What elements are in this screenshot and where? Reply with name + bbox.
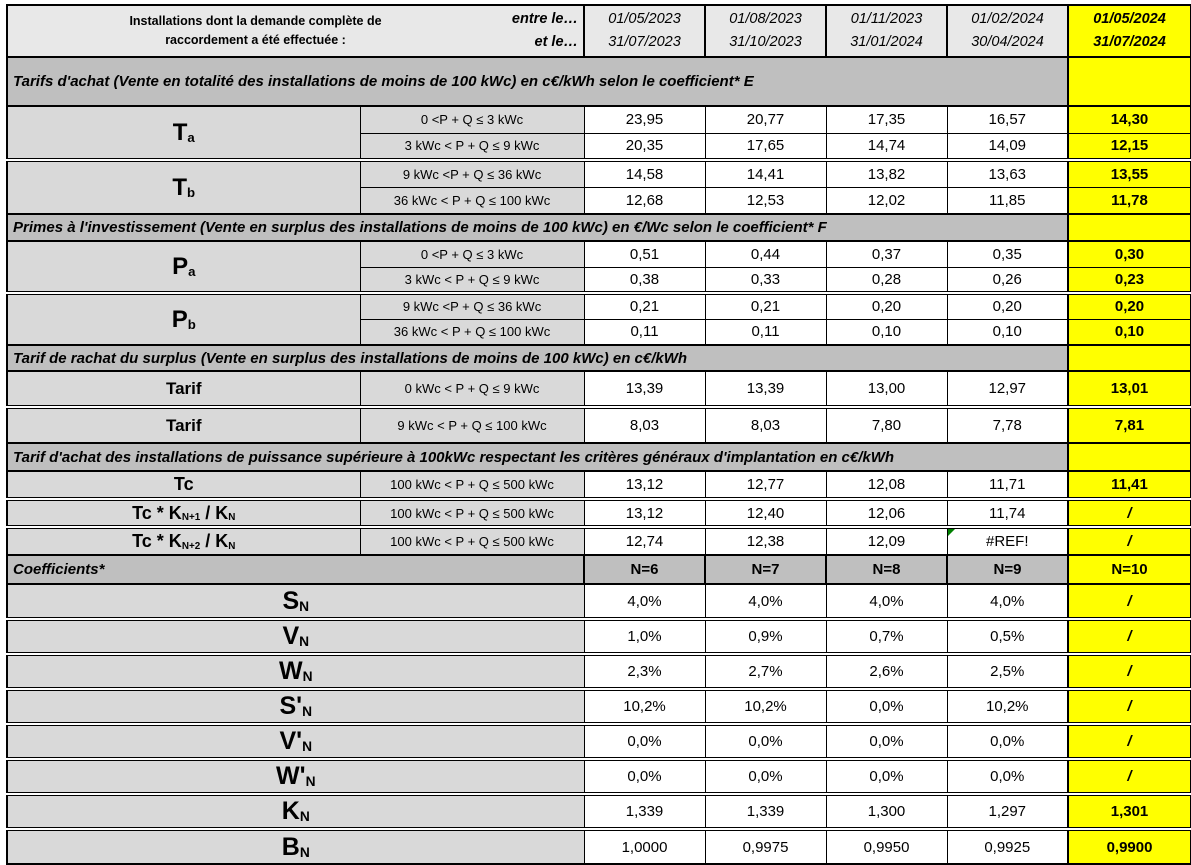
value-cell[interactable]: 0,9925	[947, 829, 1068, 864]
value-cell[interactable]: 0,0%	[947, 759, 1068, 794]
value-cell[interactable]: 2,7%	[705, 654, 826, 689]
table-row	[7, 471, 1191, 499]
row-label-cell-tc-kn1[interactable]	[7, 499, 360, 527]
period-cell[interactable]	[705, 5, 826, 57]
row-label: T	[172, 118, 188, 146]
value-cell-highlight[interactable]: 0,23	[1068, 267, 1191, 293]
value-cell-highlight[interactable]: 13,55	[1068, 160, 1191, 187]
section-title-cell[interactable]: Tarif de rachat du surplus (Vente en surplus des installations de moins de 100 kWc) en c€/kWh	[7, 345, 1068, 371]
value-cell[interactable]: 10,2%	[584, 689, 705, 724]
period-to: 31/07/2023	[608, 34, 681, 50]
value-cell-highlight[interactable]: 0,10	[1068, 319, 1191, 345]
value-cell[interactable]: 0,20	[826, 293, 947, 319]
value-cell[interactable]: 0,10	[826, 319, 947, 345]
value-cell[interactable]: 13,82	[826, 160, 947, 187]
n-header-cell[interactable]: N=9	[947, 555, 1068, 584]
value-cell-highlight[interactable]: 1,301	[1068, 794, 1191, 829]
criteria-cell[interactable]: 36 kWc < P + Q ≤ 100 kWc	[360, 319, 584, 345]
value-cell[interactable]: 13,12	[584, 499, 705, 527]
criteria-cell[interactable]: 0 <P + Q ≤ 3 kWc	[360, 106, 584, 133]
section-row-tarifs-achat	[7, 57, 1191, 106]
tariff-table	[6, 4, 1191, 865]
section-row-tc	[7, 443, 1191, 471]
table-title-line2: raccordement a été effectuée :	[165, 33, 346, 47]
table-row	[7, 794, 1191, 829]
table-row	[7, 241, 1191, 267]
criteria-cell[interactable]: 36 kWc < P + Q ≤ 100 kWc	[360, 187, 584, 214]
period-cell[interactable]	[947, 5, 1068, 57]
value-cell[interactable]: 0,9950	[826, 829, 947, 864]
period-from: 01/02/2024	[971, 10, 1044, 27]
value-cell[interactable]: 12,74	[584, 527, 705, 555]
criteria-cell[interactable]: 9 kWc < P + Q ≤ 100 kWc	[360, 407, 584, 443]
label-subscript: N	[302, 739, 313, 755]
value-cell[interactable]: 2,6%	[826, 654, 947, 689]
coefficient-label-cell[interactable]	[7, 689, 584, 724]
label-subscript: N	[228, 540, 236, 552]
value-cell[interactable]: 14,41	[705, 160, 826, 187]
value-cell-highlight[interactable]: /	[1068, 724, 1191, 759]
entre-le-label: entre le…	[511, 10, 579, 27]
table-row	[7, 499, 1191, 527]
row-label: Tc	[173, 474, 194, 494]
label-subscript: N	[299, 634, 310, 650]
section-title-cell[interactable]: Tarif d'achat des installations de puissance supérieure à 100kWc respectant les critères généraux d'implantation en c€/kWh	[7, 443, 1068, 471]
row-label-cell-pa[interactable]	[7, 241, 360, 293]
value-cell-highlight[interactable]: /	[1068, 689, 1191, 724]
highlight-column-spacer[interactable]	[1068, 57, 1191, 106]
table-row	[7, 371, 1191, 407]
table-row	[7, 829, 1191, 864]
value-cell[interactable]: 12,06	[826, 499, 947, 527]
table-title	[12, 12, 499, 51]
coefficient-label-cell[interactable]	[7, 619, 584, 654]
n-header-cell-highlight[interactable]: N=10	[1068, 555, 1191, 584]
row-label-cell-tarif[interactable]: Tarif	[7, 407, 360, 443]
value-cell[interactable]: 12,68	[584, 187, 705, 214]
label-subscript: N	[299, 598, 310, 614]
criteria-cell[interactable]: 9 kWc <P + Q ≤ 36 kWc	[360, 293, 584, 319]
period-from: 01/11/2023	[850, 10, 923, 27]
value-cell-highlight[interactable]: /	[1068, 584, 1191, 619]
criteria-cell[interactable]: 3 kWc < P + Q ≤ 9 kWc	[360, 133, 584, 160]
et-le-label: et le…	[534, 34, 579, 50]
value-cell[interactable]: 1,297	[947, 794, 1068, 829]
table-title-line1: Installations dont la demande complète de	[129, 13, 382, 28]
value-cell[interactable]: 0,51	[584, 241, 705, 267]
criteria-cell[interactable]: 0 kWc < P + Q ≤ 9 kWc	[360, 371, 584, 407]
label-subscript: N	[228, 512, 236, 524]
value-cell[interactable]: 0,26	[947, 267, 1068, 293]
value-cell[interactable]: 0,38	[584, 267, 705, 293]
row-label: W	[278, 657, 303, 685]
row-label-cell-tarif[interactable]: Tarif	[7, 371, 360, 407]
value-cell[interactable]: 0,11	[705, 319, 826, 345]
value-cell[interactable]: 0,33	[705, 267, 826, 293]
value-cell-highlight[interactable]: 14,30	[1068, 106, 1191, 133]
value-cell-highlight[interactable]: /	[1068, 499, 1191, 527]
value-cell[interactable]: 20,77	[705, 106, 826, 133]
row-label: Tc * K	[132, 531, 182, 551]
value-cell[interactable]: 8,03	[705, 407, 826, 443]
value-cell[interactable]: 13,63	[947, 160, 1068, 187]
value-cell[interactable]: 0,11	[584, 319, 705, 345]
value-cell[interactable]: 12,09	[826, 527, 947, 555]
table-row	[7, 654, 1191, 689]
criteria-cell[interactable]: 9 kWc <P + Q ≤ 36 kWc	[360, 160, 584, 187]
value-cell-highlight[interactable]: /	[1068, 619, 1191, 654]
row-label: P	[172, 252, 189, 280]
value-cell[interactable]: 12,53	[705, 187, 826, 214]
label-subscript: N	[302, 669, 313, 685]
value-cell[interactable]: 1,0%	[584, 619, 705, 654]
value-cell[interactable]: 0,0%	[705, 724, 826, 759]
coefficient-label-cell[interactable]	[7, 759, 584, 794]
value-cell[interactable]: 12,40	[705, 499, 826, 527]
period-to: 30/04/2024	[971, 34, 1044, 50]
value-cell[interactable]: 8,03	[584, 407, 705, 443]
value-cell[interactable]: 12,02	[826, 187, 947, 214]
value-cell[interactable]: 0,0%	[584, 724, 705, 759]
value-cell[interactable]: 0,0%	[705, 759, 826, 794]
value-cell[interactable]: 11,71	[947, 471, 1068, 499]
value-cell[interactable]: 1,0000	[584, 829, 705, 864]
row-label: V	[282, 622, 300, 650]
table-row	[7, 619, 1191, 654]
row-label: / K	[200, 502, 229, 523]
value-cell[interactable]: 12,77	[705, 471, 826, 499]
value-cell[interactable]: 1,339	[584, 794, 705, 829]
header-intro	[12, 8, 583, 54]
label-subscript: b	[187, 184, 196, 200]
period-cell[interactable]	[584, 5, 705, 57]
coefficient-label-cell[interactable]	[7, 584, 584, 619]
coefficient-label-cell[interactable]	[7, 794, 584, 829]
row-label-cell-ta[interactable]	[7, 106, 360, 160]
coefficients-title-cell[interactable]: Coefficients*	[7, 555, 584, 584]
value-cell[interactable]: 17,35	[826, 106, 947, 133]
period-from: 01/05/2024	[1093, 10, 1166, 27]
row-label: / K	[200, 531, 229, 551]
value-cell[interactable]: 12,38	[705, 527, 826, 555]
n-header-cell[interactable]: N=7	[705, 555, 826, 584]
value-cell-highlight[interactable]: 13,01	[1068, 371, 1191, 407]
criteria-cell[interactable]: 100 kWc < P + Q ≤ 500 kWc	[360, 499, 584, 527]
value-cell[interactable]: 14,09	[947, 133, 1068, 160]
value-cell[interactable]: 0,0%	[947, 724, 1068, 759]
value-cell-highlight[interactable]: 12,15	[1068, 133, 1191, 160]
value-cell[interactable]: 0,44	[705, 241, 826, 267]
value-cell[interactable]: 0,37	[826, 241, 947, 267]
value-cell[interactable]: 0,10	[947, 319, 1068, 345]
period-to: 31/01/2024	[850, 34, 923, 50]
label-subscript: N	[305, 774, 316, 790]
row-label-cell-pb[interactable]	[7, 293, 360, 345]
table-row	[7, 724, 1191, 759]
header-intro-cell[interactable]	[7, 5, 584, 57]
value-cell[interactable]: 4,0%	[705, 584, 826, 619]
value-cell[interactable]: 13,39	[584, 371, 705, 407]
value-cell[interactable]: 10,2%	[705, 689, 826, 724]
value-cell-highlight[interactable]: /	[1068, 654, 1191, 689]
highlight-column-spacer[interactable]	[1068, 443, 1191, 471]
value-cell[interactable]: 13,12	[584, 471, 705, 499]
value-cell[interactable]: 0,9%	[705, 619, 826, 654]
row-label: B	[281, 832, 300, 861]
period-to: 31/10/2023	[729, 34, 802, 50]
header-row	[7, 5, 1191, 57]
label-subscript: N	[302, 704, 313, 720]
row-label: P	[171, 305, 188, 333]
value-cell[interactable]: 23,95	[584, 106, 705, 133]
value-cell-highlight[interactable]: 0,30	[1068, 241, 1191, 267]
criteria-cell[interactable]: 100 kWc < P + Q ≤ 500 kWc	[360, 527, 584, 555]
period-to: 31/07/2024	[1093, 34, 1166, 50]
highlight-column-spacer[interactable]	[1068, 214, 1191, 241]
n-header-cell[interactable]: N=8	[826, 555, 947, 584]
value-cell-highlight[interactable]: /	[1068, 527, 1191, 555]
value-cell[interactable]: 0,0%	[826, 759, 947, 794]
value-cell[interactable]: 7,78	[947, 407, 1068, 443]
value-cell[interactable]: 4,0%	[826, 584, 947, 619]
table-row	[7, 293, 1191, 319]
value-cell-highlight[interactable]: 7,81	[1068, 407, 1191, 443]
value-cell-highlight[interactable]: 0,9900	[1068, 829, 1191, 864]
period-cell-current[interactable]	[1068, 5, 1191, 57]
value-cell[interactable]: 14,58	[584, 160, 705, 187]
coefficient-label-cell[interactable]	[7, 654, 584, 689]
criteria-cell[interactable]: 3 kWc < P + Q ≤ 9 kWc	[360, 267, 584, 293]
value-cell[interactable]: 20,35	[584, 133, 705, 160]
criteria-cell[interactable]: 100 kWc < P + Q ≤ 500 kWc	[360, 471, 584, 499]
value-cell[interactable]: 0,28	[826, 267, 947, 293]
n-header-cell[interactable]: N=6	[584, 555, 705, 584]
value-cell[interactable]: 13,39	[705, 371, 826, 407]
label-subscript: N+2	[181, 540, 201, 552]
value-cell[interactable]: 16,57	[947, 106, 1068, 133]
row-label-cell-tb[interactable]	[7, 160, 360, 214]
row-label: W'	[276, 762, 306, 790]
row-label: T	[172, 173, 188, 201]
value-cell[interactable]: 2,3%	[584, 654, 705, 689]
period-from: 01/05/2023	[608, 10, 681, 27]
row-label: S'	[279, 692, 303, 720]
value-cell-highlight[interactable]: 11,78	[1068, 187, 1191, 214]
row-label: K	[281, 797, 300, 825]
section-title-cell[interactable]: Tarifs d'achat (Vente en totalité des installations de moins de 100 kWc) en c€/kWh selon le coefficient* E	[7, 57, 1068, 106]
table-row	[7, 584, 1191, 619]
value-cell[interactable]: 1,300	[826, 794, 947, 829]
section-row-rachat	[7, 345, 1191, 371]
value-cell[interactable]: 17,65	[705, 133, 826, 160]
value-cell-highlight[interactable]: 0,20	[1068, 293, 1191, 319]
label-subscript: N	[299, 844, 310, 860]
value-cell-highlight[interactable]: 11,41	[1068, 471, 1191, 499]
value-cell[interactable]: 0,21	[584, 293, 705, 319]
value-cell[interactable]: 0,20	[947, 293, 1068, 319]
highlight-column-spacer[interactable]	[1068, 345, 1191, 371]
value-cell[interactable]: 0,0%	[584, 759, 705, 794]
value-cell[interactable]: 0,0%	[826, 724, 947, 759]
coefficient-label-cell[interactable]	[7, 829, 584, 864]
value-cell[interactable]: 12,97	[947, 371, 1068, 407]
label-subscript: N+1	[181, 512, 201, 524]
table-row	[7, 407, 1191, 443]
date-range-labels	[499, 8, 583, 54]
table-row	[7, 160, 1191, 187]
value-cell[interactable]: 0,0%	[826, 689, 947, 724]
coefficient-label-cell[interactable]	[7, 724, 584, 759]
value-cell[interactable]: 14,74	[826, 133, 947, 160]
row-label: Tc * K	[132, 502, 182, 523]
value-cell[interactable]: 11,74	[947, 499, 1068, 527]
label-subscript: b	[187, 316, 196, 332]
row-label-cell-tc[interactable]	[7, 471, 360, 499]
row-label-cell-tc-kn2[interactable]	[7, 527, 360, 555]
row-label: V'	[279, 727, 303, 755]
criteria-cell[interactable]: 0 <P + Q ≤ 3 kWc	[360, 241, 584, 267]
section-row-primes	[7, 214, 1191, 241]
coefficients-header-row	[7, 555, 1191, 584]
value-cell[interactable]: 0,21	[705, 293, 826, 319]
value-cell[interactable]: 13,00	[826, 371, 947, 407]
value-cell-highlight[interactable]: /	[1068, 759, 1191, 794]
table-row	[7, 759, 1191, 794]
value-cell[interactable]: 1,339	[705, 794, 826, 829]
value-cell[interactable]: 0,35	[947, 241, 1068, 267]
value-cell[interactable]: 7,80	[826, 407, 947, 443]
table-row	[7, 106, 1191, 133]
value-cell[interactable]: 12,08	[826, 471, 947, 499]
label-subscript: a	[188, 263, 196, 279]
value-cell[interactable]: 0,9975	[705, 829, 826, 864]
value-cell[interactable]: 4,0%	[947, 584, 1068, 619]
label-subscript: N	[299, 809, 310, 825]
value-cell[interactable]: 0,7%	[826, 619, 947, 654]
value-cell[interactable]: 0,5%	[947, 619, 1068, 654]
value-cell[interactable]: 4,0%	[584, 584, 705, 619]
value-cell[interactable]: 10,2%	[947, 689, 1068, 724]
period-from: 01/08/2023	[729, 10, 802, 27]
row-label: S	[282, 586, 300, 615]
table-row	[7, 689, 1191, 724]
section-title-cell[interactable]: Primes à l'investissement (Vente en surplus des installations de moins de 100 kWc) en €/Wc selon le coefficient* F	[7, 214, 1068, 241]
value-cell[interactable]: 2,5%	[947, 654, 1068, 689]
value-cell[interactable]: 11,85	[947, 187, 1068, 214]
table-row	[7, 527, 1191, 555]
ref-error-cell[interactable]: #REF!	[947, 527, 1068, 555]
label-subscript: a	[187, 129, 195, 145]
period-cell[interactable]	[826, 5, 947, 57]
